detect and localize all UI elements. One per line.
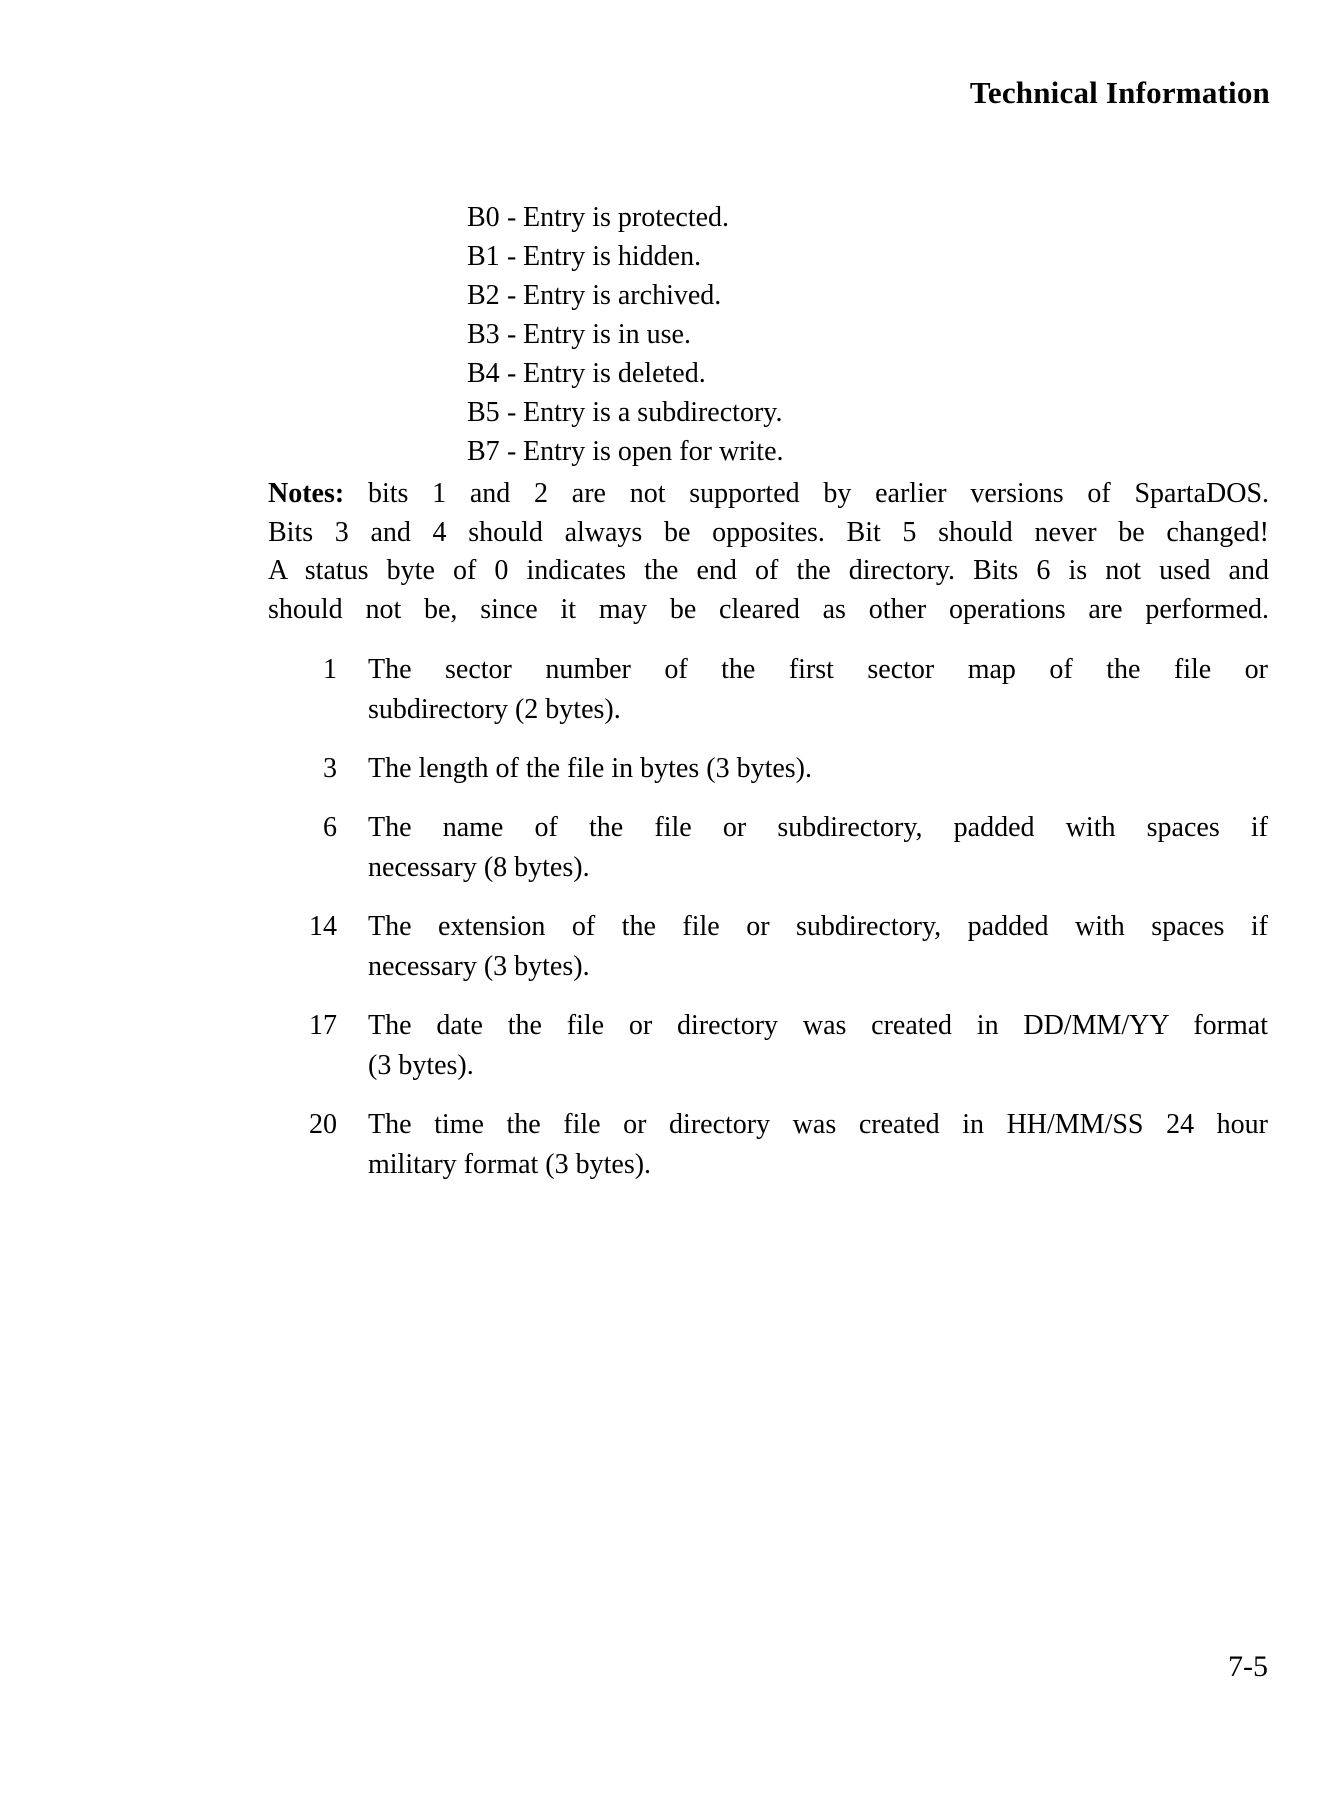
offset-item [300,1006,1268,1086]
bit-row [467,276,784,315]
bit-row [467,315,784,354]
offset-item [300,1105,1268,1185]
dash-separator: - [507,436,517,467]
offset-text [368,808,1268,888]
offset-number: 6 [323,812,337,843]
offset-number: 20 [309,1109,337,1140]
offset-text-line: necessary (8 bytes). [368,852,590,883]
notes-line [268,475,1269,514]
bit-description: Entry is open for write. [523,436,784,467]
bit-description: Entry is archived. [523,280,722,311]
bit-description: Entry is in use. [523,319,691,350]
bit-code: B1 [467,241,500,272]
dash-separator: - [507,202,517,233]
offset-text [368,650,1268,730]
bit-row [467,432,784,471]
offset-number: 14 [309,911,337,942]
bit-description: Entry is a subdirectory. [523,397,783,428]
bit-row [467,198,784,237]
offset-text-line: necessary (3 bytes). [368,951,590,982]
page-number: 7-5 [1228,1650,1268,1683]
notes-line-text: bits 1 and 2 are not supported by earlier versions of SpartaDOS. [367,478,1270,509]
bit-description: Entry is hidden. [523,241,702,272]
offset-text [368,907,1268,987]
offset-text-line: The sector number of the first sector map of the file or [368,654,1268,685]
offset-list [300,650,1268,1185]
bit-code: B5 [467,397,500,428]
notes-line: A status byte of 0 indicates the end of the directory. Bits 6 is not used and [268,555,1269,586]
offset-item [300,650,1268,730]
offset-text-line: The length of the file in bytes (3 bytes). [368,753,812,784]
offset-text [368,1006,1268,1086]
offset-text-line: The date the file or directory was created in DD/MM/YY format [368,1010,1268,1041]
offset-text-line: The name of the file or subdirectory, padded with spaces if [368,812,1268,843]
notes-label: Notes: [268,478,345,509]
offset-text-line: The time the file or directory was created in HH/MM/SS 24 hour [368,1109,1268,1140]
dash-separator: - [507,397,517,428]
offset-number: 3 [323,753,337,784]
bit-code: B4 [467,358,500,389]
offset-number: 1 [323,654,337,685]
bit-row [467,393,784,432]
offset-text [368,749,1268,789]
offset-text-line: military format (3 bytes). [368,1149,652,1180]
offset-text [368,1105,1268,1185]
page-title: Technical Information [969,75,1270,110]
offset-text-line: subdirectory (2 bytes). [368,694,621,725]
offset-number: 17 [309,1010,337,1041]
dash-separator: - [507,241,517,272]
bit-list [467,198,784,471]
offset-item [300,808,1268,888]
bit-code: B7 [467,436,500,467]
notes-line: should not be, since it may be cleared as other operations are performed. [268,593,1269,625]
dash-separator: - [507,358,517,389]
bit-code: B0 [467,202,500,233]
offset-text-line: (3 bytes). [368,1050,474,1081]
notes-paragraph [268,475,1269,629]
notes-line: Bits 3 and 4 should always be opposites. Bit 5 should never be changed! [268,516,1269,548]
dash-separator: - [507,280,517,311]
offset-item [300,907,1268,987]
dash-separator: - [507,319,517,350]
bit-description: Entry is deleted. [523,358,706,389]
bit-row [467,237,784,276]
offset-item [300,749,1268,789]
offset-text-line: The extension of the file or subdirectory, padded with spaces if [368,911,1268,942]
bit-code: B2 [467,280,500,311]
bit-row [467,354,784,393]
bit-description: Entry is protected. [523,202,730,233]
bit-code: B3 [467,319,500,350]
